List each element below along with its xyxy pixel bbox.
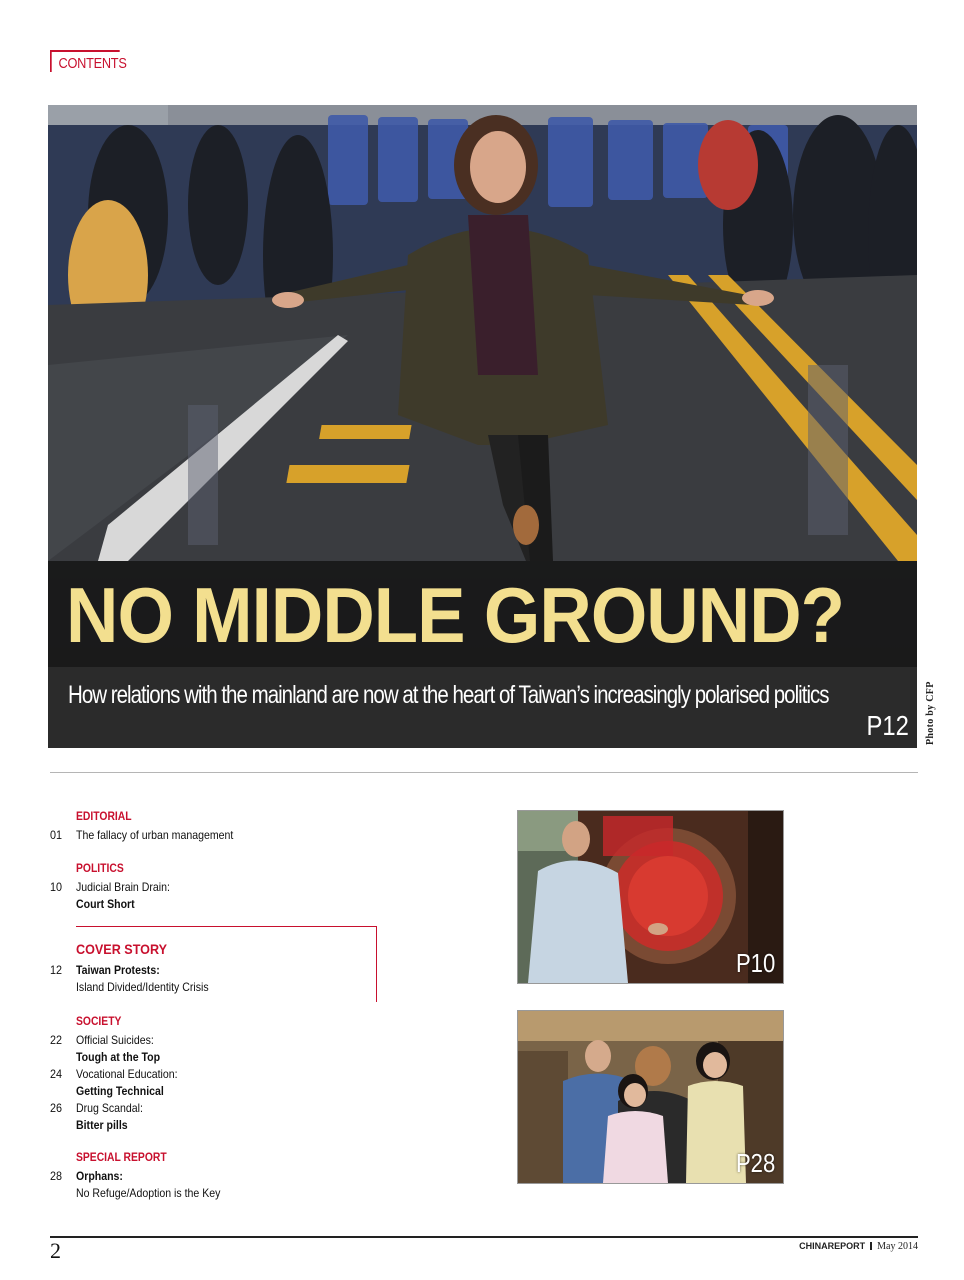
entry-title: Orphans: (76, 1169, 123, 1183)
cover-headline[interactable]: NO MIDDLE GROUND? (66, 571, 845, 659)
toc-section-special-report (50, 1151, 380, 1202)
photo-credit: Photo by CFP (925, 681, 936, 745)
entry-title: Official Suicides: (76, 1033, 154, 1047)
thumbnail-page-number: P10 (735, 948, 775, 978)
entry-page-number: 01 (50, 828, 63, 842)
toc-section-cover-story (50, 959, 380, 996)
section-label: CONTENTS (50, 50, 120, 72)
section-title: SPECIAL REPORT (76, 1152, 167, 1164)
cover-page-number[interactable]: P12 (866, 710, 909, 741)
toc-entry[interactable] (50, 962, 380, 996)
entry-title: Drug Scandal: (76, 1101, 143, 1115)
toc-entry[interactable] (50, 1032, 380, 1066)
entry-subtitle: Court Short (76, 897, 135, 911)
thumbnail-p10[interactable] (517, 810, 784, 984)
headline-band (48, 561, 917, 667)
thumbnail-page-number: P28 (735, 1148, 775, 1178)
entry-title: Vocational Education: (76, 1067, 178, 1081)
section-title-cover-story: COVER STORY (76, 941, 168, 957)
toc-entry[interactable] (50, 1100, 380, 1134)
thumbnail-p28[interactable] (517, 1010, 784, 1184)
toc-entry[interactable] (50, 1168, 380, 1202)
entry-subtitle: Tough at the Top (76, 1050, 161, 1064)
entry-title: The fallacy of urban management (76, 828, 234, 842)
entry-title: Judicial Brain Drain: (76, 880, 170, 894)
toc-entry[interactable] (50, 827, 380, 844)
toc-entry[interactable] (50, 1066, 380, 1100)
issue-date: May 2014 (877, 1241, 918, 1252)
entry-subtitle: Island Divided/Identity Crisis (76, 980, 209, 994)
page-folio: 2 (50, 1238, 61, 1263)
subheadline-band (48, 667, 917, 748)
separator (870, 1242, 872, 1250)
entry-page-number: 10 (50, 880, 63, 894)
section-title: POLITICS (76, 863, 124, 875)
magazine-name: CHINAREPORT (799, 1241, 866, 1251)
entry-page-number: 28 (50, 1169, 63, 1183)
toc-entry[interactable] (50, 879, 380, 913)
toc-section-society (50, 1015, 380, 1134)
footer-rule (50, 1236, 918, 1238)
entry-subtitle: Bitter pills (76, 1118, 128, 1132)
entry-page-number: 22 (50, 1033, 63, 1047)
cover-subheadline: How relations with the mainland are now at the heart of Taiwan’s increasingly polarised politics (68, 681, 829, 709)
section-title: EDITORIAL (76, 811, 132, 823)
entry-title: Taiwan Protests: (76, 963, 160, 977)
entry-subtitle: No Refuge/Adoption is the Key (76, 1186, 221, 1200)
entry-page-number: 24 (50, 1067, 63, 1081)
toc-section-editorial (50, 810, 380, 844)
entry-page-number: 26 (50, 1101, 63, 1115)
section-title: SOCIETY (76, 1016, 122, 1028)
entry-page-number: 12 (50, 963, 63, 977)
cover-photo[interactable] (48, 105, 917, 748)
toc-section-politics (50, 862, 380, 913)
entry-subtitle: Getting Technical (76, 1084, 164, 1098)
footer-masthead (799, 1241, 918, 1252)
divider (50, 772, 918, 773)
